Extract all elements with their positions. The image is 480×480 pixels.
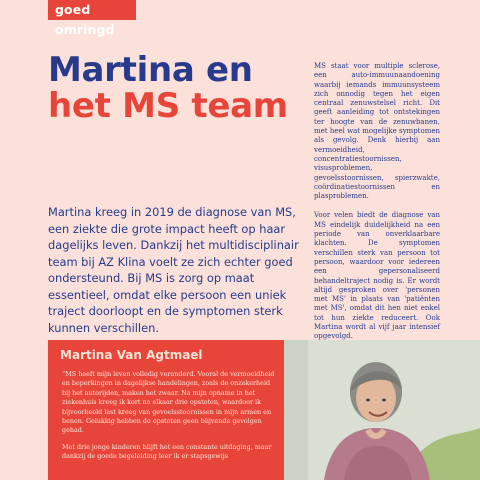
section-tag: goed omringd: [48, 0, 136, 20]
title-line-2: het MS team: [48, 86, 288, 126]
portrait-illustration: [284, 340, 480, 480]
quote-paragraph-1: “MS heeft mijn leven volledig veranderd. Vooral de vermoeidheid en beperkingen in dagelijkse handelingen, zoals de onzekerheid bij het autorijden, maken het zwaar. Na mijn opname in het ziekenhuis kreeg ik kort na elkaar drie opstoten, waardoor ik bijvoorbeeld last kreeg van gevoelsstoornissen in mijn armen en benen. Gelukkig hebben de opstoten geen blijvende gevolgen gehad.: [62, 370, 275, 435]
title-line-1: Martina en: [48, 50, 253, 90]
right-column-text: [314, 62, 440, 352]
quote-paragraph-2: Met drie jonge kinderen blijft het een constante uitdaging, maar dankzij de goede begeleiding leer ik er stapsgewijs: [62, 442, 272, 461]
quote-box: [48, 340, 284, 480]
portrait-photo: [284, 340, 480, 480]
quote-text: [62, 370, 276, 469]
right-paragraph-1: MS staat voor multiple sclerose, een auto-immuunaandoening waarbij iemands immuunsysteem zich onnodig tegen het eigen centraal zenuwstelsel richt. Dit geeft aanleiding tot ontstekingen ter hoogte van de zenuwbanen, met heel wat mogelijke symptomen als gevolg. Denk hierbij aan vermoeidheid, concentratiestoornissen, visusproblemen, gevoelsstoornissen, spierzwakte, coördinatiestoornissen en plasproblemen.: [314, 62, 440, 201]
intro-paragraph: Martina kreeg in 2019 de diagnose van MS, een ziekte die grote impact heeft op haar dagelijks leven. Dankzij het multidisciplinair team bij AZ Klina voelt ze zich echter goed ondersteund. Bij MS is zorg op maat essentieel, omdat elke persoon een uniek traject doorloopt en de symptomen sterk kunnen verschillen.: [48, 205, 299, 335]
page-title: [48, 52, 288, 124]
right-paragraph-2: Voor velen biedt de diagnose van MS eindelijk duidelijkheid na een periode van onverklaarbare klachten. De symptomen verschillen sterk van persoon tot persoon, waardoor voor iedereen een gepersonaliseerd behandeltraject nodig is. Er wordt altijd gesproken over 'personen met MS' in plaats van 'patiënten met MS', omdat dit hen niet enkel tot hun ziekte reduceert. Ook Martina wordt al vijf jaar intensief opgevolgd.: [314, 211, 440, 341]
person-name: Martina Van Agtmael: [60, 348, 203, 362]
